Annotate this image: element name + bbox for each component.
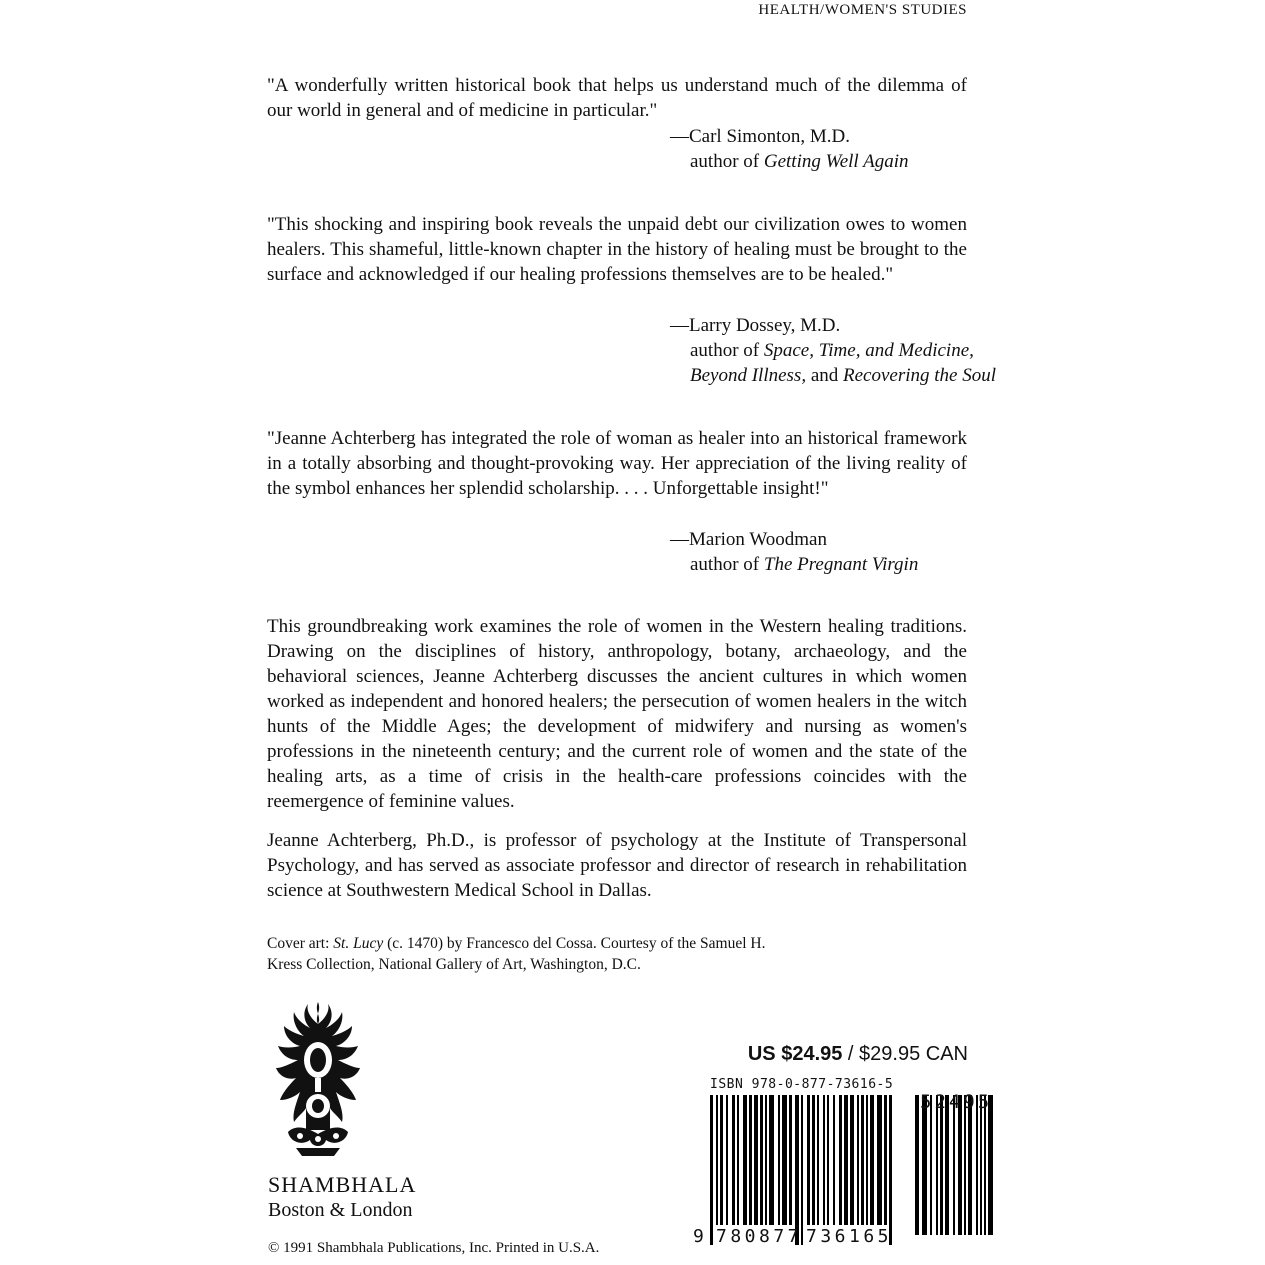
barcode-bar xyxy=(940,1095,943,1235)
barcode-bar xyxy=(976,1095,978,1235)
quote-2-credit-prefix: author of xyxy=(690,340,764,361)
category-label: HEALTH/WOMEN'S STUDIES xyxy=(758,2,967,18)
barcode-bar xyxy=(980,1095,982,1235)
cover-art-title: St. Lucy xyxy=(333,935,384,952)
barcode-bar xyxy=(778,1095,780,1225)
barcode-right-group: 736165 xyxy=(806,1226,893,1247)
barcode-bar xyxy=(915,1095,919,1235)
barcode-bar xyxy=(720,1095,723,1225)
publisher-place: Boston & London xyxy=(268,1199,413,1221)
barcode-bar xyxy=(968,1095,972,1235)
barcode-bar xyxy=(861,1095,864,1225)
barcode-bar xyxy=(769,1095,774,1225)
barcode-bar xyxy=(801,1095,803,1245)
book-description: This groundbreaking work examines the role of women in the Western healing traditions. Drawing on the disciplines of history, anthropology, botany, archaeology, and the behavioral sciences, Jeanne Achterberg discusses the ancient cultures in which women worked as independent and honored healers; the persecution of women healers in the witch hunts of the Middle Ages; the development of midwifery and nursing as women's professions in the nineteenth century; and the current role of women and the state of the healing arts, as a time of crisis in the health-care professions coincides with the reemergence of feminine values. xyxy=(267,616,967,812)
barcode-bar xyxy=(833,1095,835,1225)
barcode-bar xyxy=(789,1095,792,1225)
ean-bars xyxy=(710,1095,892,1245)
quote-2-text: "This shocking and inspiring book reveals the unpaid debt our civilization owes to women healers. This shameful, little-known chapter in the history of healing must be brought to the surface and acknowledged if our healing professions themselves are to be healed." xyxy=(267,214,967,285)
barcode-bar xyxy=(710,1095,713,1245)
quote-2-credit-and: and xyxy=(806,365,844,386)
quote-2-credit xyxy=(690,338,974,363)
quote-2-credit-title: Space, Time, and Medicine, xyxy=(763,340,974,361)
barcode-bar xyxy=(760,1095,763,1225)
barcode-bar xyxy=(765,1095,767,1225)
barcode-bar xyxy=(807,1095,810,1225)
barcode-bar xyxy=(889,1095,892,1245)
barcode-bar xyxy=(930,1095,932,1235)
barcode-bar xyxy=(964,1095,966,1235)
cover-art-prefix: Cover art: xyxy=(267,935,334,952)
quote-2-credit-line2 xyxy=(690,363,996,388)
barcode-bar xyxy=(839,1095,842,1225)
quote-2-credit-title-2: Beyond Illness, xyxy=(690,365,807,386)
cover-art-credit xyxy=(267,933,787,975)
barcode-bar xyxy=(988,1095,993,1235)
barcode-bar xyxy=(866,1095,868,1225)
barcode-bar xyxy=(857,1095,859,1225)
barcode-bar xyxy=(870,1095,874,1225)
barcode-bar xyxy=(754,1095,758,1225)
price-can: / $29.95 CAN xyxy=(842,1043,968,1065)
quote-3-text: "Jeanne Achterberg has integrated the role of woman as healer into an historical framework in a totally absorbing and thought-provoking way. Her appreciation of the living reality of the symbol enhances her splendid scholarship. . . . Unforgettable insight!" xyxy=(267,428,967,499)
barcode-bar xyxy=(945,1095,949,1235)
quote-1-credit-prefix: author of xyxy=(690,151,764,172)
barcode-bar xyxy=(743,1095,747,1225)
barcode-bar xyxy=(922,1095,927,1235)
barcode-bar xyxy=(844,1095,848,1225)
vajra-flame-icon xyxy=(268,1000,368,1160)
quote-2-author: —Larry Dossey, M.D. xyxy=(670,315,841,336)
quote-3-credit-prefix: author of xyxy=(690,554,764,575)
barcode-left-group: 780877 xyxy=(716,1226,803,1247)
quote-1-credit-title: Getting Well Again xyxy=(763,151,909,172)
quote-2-credit-title-3: Recovering the Soul xyxy=(843,365,997,386)
barcode-bar xyxy=(726,1095,728,1225)
barcode-bar xyxy=(827,1095,829,1225)
barcode-bar xyxy=(953,1095,955,1235)
barcode-addon: 52495 xyxy=(920,1091,993,1113)
barcode-bar xyxy=(737,1095,739,1225)
barcode-bar xyxy=(984,1095,986,1235)
quote-1-text: "A wonderfully written historical book that helps us understand much of the dilemma of our world in general and of medicine in particular." xyxy=(267,75,967,121)
barcode-bar xyxy=(795,1095,799,1245)
quote-3-author: —Marion Woodman xyxy=(670,529,827,550)
barcode-bar xyxy=(877,1095,882,1225)
barcode-bar xyxy=(936,1095,938,1235)
quote-3-credit-title: The Pregnant Virgin xyxy=(763,554,919,575)
barcode-first-digit: 9 xyxy=(693,1226,704,1247)
barcode-bar xyxy=(749,1095,752,1225)
publisher-name: SHAMBHALA xyxy=(268,1172,417,1197)
barcode-bar xyxy=(823,1095,825,1225)
quote-3-credit xyxy=(690,552,918,577)
barcode-bar xyxy=(958,1095,962,1235)
price-us: US $24.95 xyxy=(747,1043,843,1065)
barcode-graphic xyxy=(690,1095,1000,1245)
barcode-bar xyxy=(716,1095,718,1225)
barcode-bar xyxy=(884,1095,887,1225)
quote-1-author: —Carl Simonton, M.D. xyxy=(670,126,850,147)
barcode-bar xyxy=(850,1095,854,1225)
isbn-label: ISBN 978-0-877-73616-5 xyxy=(710,1077,894,1092)
barcode-bar xyxy=(732,1095,735,1225)
quote-1-credit xyxy=(690,149,908,174)
author-bio: Jeanne Achterberg, Ph.D., is professor of psychology at the Institute of Transpersonal Psychology, and has served as associate professor and director of research in rehabilitation science at Southwestern Medical School in Dallas. xyxy=(267,830,967,901)
cover-art-rest: (c. 1470) by Francesco del Cossa. Courtesy of the Samuel H. Kress Collection, National Gallery of Art, Washington, D.C. xyxy=(267,935,766,973)
barcode-bar xyxy=(782,1095,787,1225)
barcode-bar xyxy=(817,1095,819,1225)
addon-bars xyxy=(915,1095,993,1235)
price-line xyxy=(690,1043,968,1066)
barcode-bar xyxy=(812,1095,815,1225)
copyright-line: © 1991 Shambhala Publications, Inc. Printed in U.S.A. xyxy=(268,1240,600,1256)
